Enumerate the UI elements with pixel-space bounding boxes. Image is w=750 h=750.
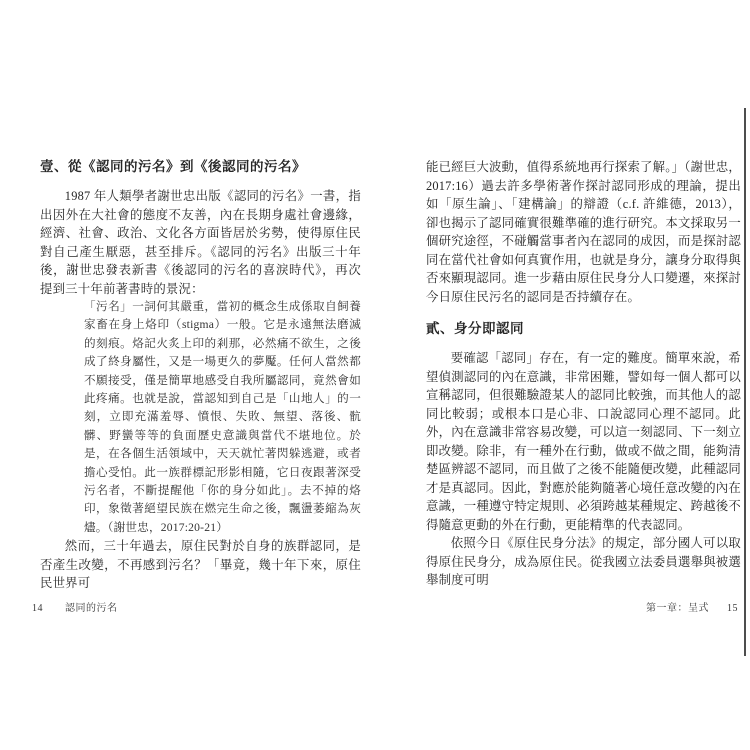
left-paragraph-2: 然而，三十年過去，原住民對於自身的族群認同，是否產生改變，不再感到污名？「畢竟，幾十年下來，原住民世界可: [40, 539, 361, 591]
right-page: [426, 158, 741, 590]
right-paragraph-2: 要確認「認同」存在，有一定的難度。簡單來說，希望偵測認同的內在意識，非常困難，譬如每一個人都可以宣稱認同，但很難驗證某人的認同比較強，而其他人的認同比較弱；或根本口是心非、口說認同心理不認同。此外，內在意識非常容易改變，可以這一刻認同、下一刻立即改變。除非，有一種外在行動，做或不做之間，能夠清楚區辨認不認同，而且做了之後不能隨便改變，此種認同才是真認同。因此，對應於能夠隨著心境任意改變的內在意識，一種遵守特定規則、必須跨越某種規定、跨越後不得隨意更動的外在行動，更能精準的代表認同。: [426, 351, 741, 532]
section-2-heading: 貳、身分即認同: [426, 321, 524, 336]
right-footer: [646, 602, 738, 616]
right-page-number: 15: [727, 603, 738, 614]
right-paragraph-3: 依照今日《原住民身分法》的規定，部分國人可以取得原住民身分，成為原住民。從我國立法委員選舉與被選舉制度可明: [426, 536, 741, 587]
left-page-number: 14: [32, 603, 43, 614]
right-footer-chapter-title: 第一章：呈式: [646, 603, 709, 614]
left-footer-book-title: 認同的污名: [65, 603, 118, 614]
right-paragraph-1: 能已經巨大波動，值得系統地再行探索了解。」（謝世忠，2017:16）過去許多學術著作探討認同形成的理論，提出如「原生論」、「建構論」的辯證（c.f. 許維德，2013），卻也揭示了認同確實很難準確的進行研究。本文採取另一個研究途徑，不碰觸當事者內在認同的成因，而是探討認同在當代社會如何真實作用，也就是身分，讓身分取得與否來顯現認同。進一步藉由原住民身分人口變遷，來探討今日原住民污名的認同是否持續存在。: [426, 160, 741, 304]
left-page: [40, 158, 361, 593]
page-edge-line: [744, 108, 746, 656]
stigma-quote-block: 「污名」一詞何其嚴重，當初的概念生成係取自飼養家畜在身上烙印（stigma）一般。它是永遠無法磨滅的刻痕。烙記火炙上印的剎那，必然痛不欲生，之後成了終身屬性，又是一場更久的夢魘。任何人當然都不願接受，僅是簡單地感受自我所屬認同，竟然會如此疼痛。也就是說，當認知到自己是「山地人」的一刻，立即充滿羞辱、憤恨、失敗、無望、落後、骯髒、野蠻等等的負面歷史意識與當代不堪地位。於是，在各個生活領域中，天天就忙著閃躲逃避，或者擔心受怕。此一族群標記形影相隨，它日夜跟著深受污名者，不斷提醒他「你的身分如此」。去不掉的烙印，象徵著絕望民族在燃完生命之後，飄盪萎縮為灰燼。（謝世忠，2017:20-21）: [84, 300, 361, 534]
left-footer: [32, 602, 118, 616]
section-1-heading: 壹、從《認同的污名》到《後認同的污名》: [40, 159, 306, 174]
left-paragraph-1: 1987 年人類學者謝世忠出版《認同的污名》一書，指出因外在大社會的態度不友善，內在長期身處社會邊緣，經濟、社會、政治、文化各方面皆居於劣勢，使得原住民對自己產生厭惡，甚至排斥。《認同的污名》出版三十年後，謝世忠發表新書《後認同的污名的喜淚時代》，再次提到三十年前著書時的景況：: [40, 189, 361, 296]
